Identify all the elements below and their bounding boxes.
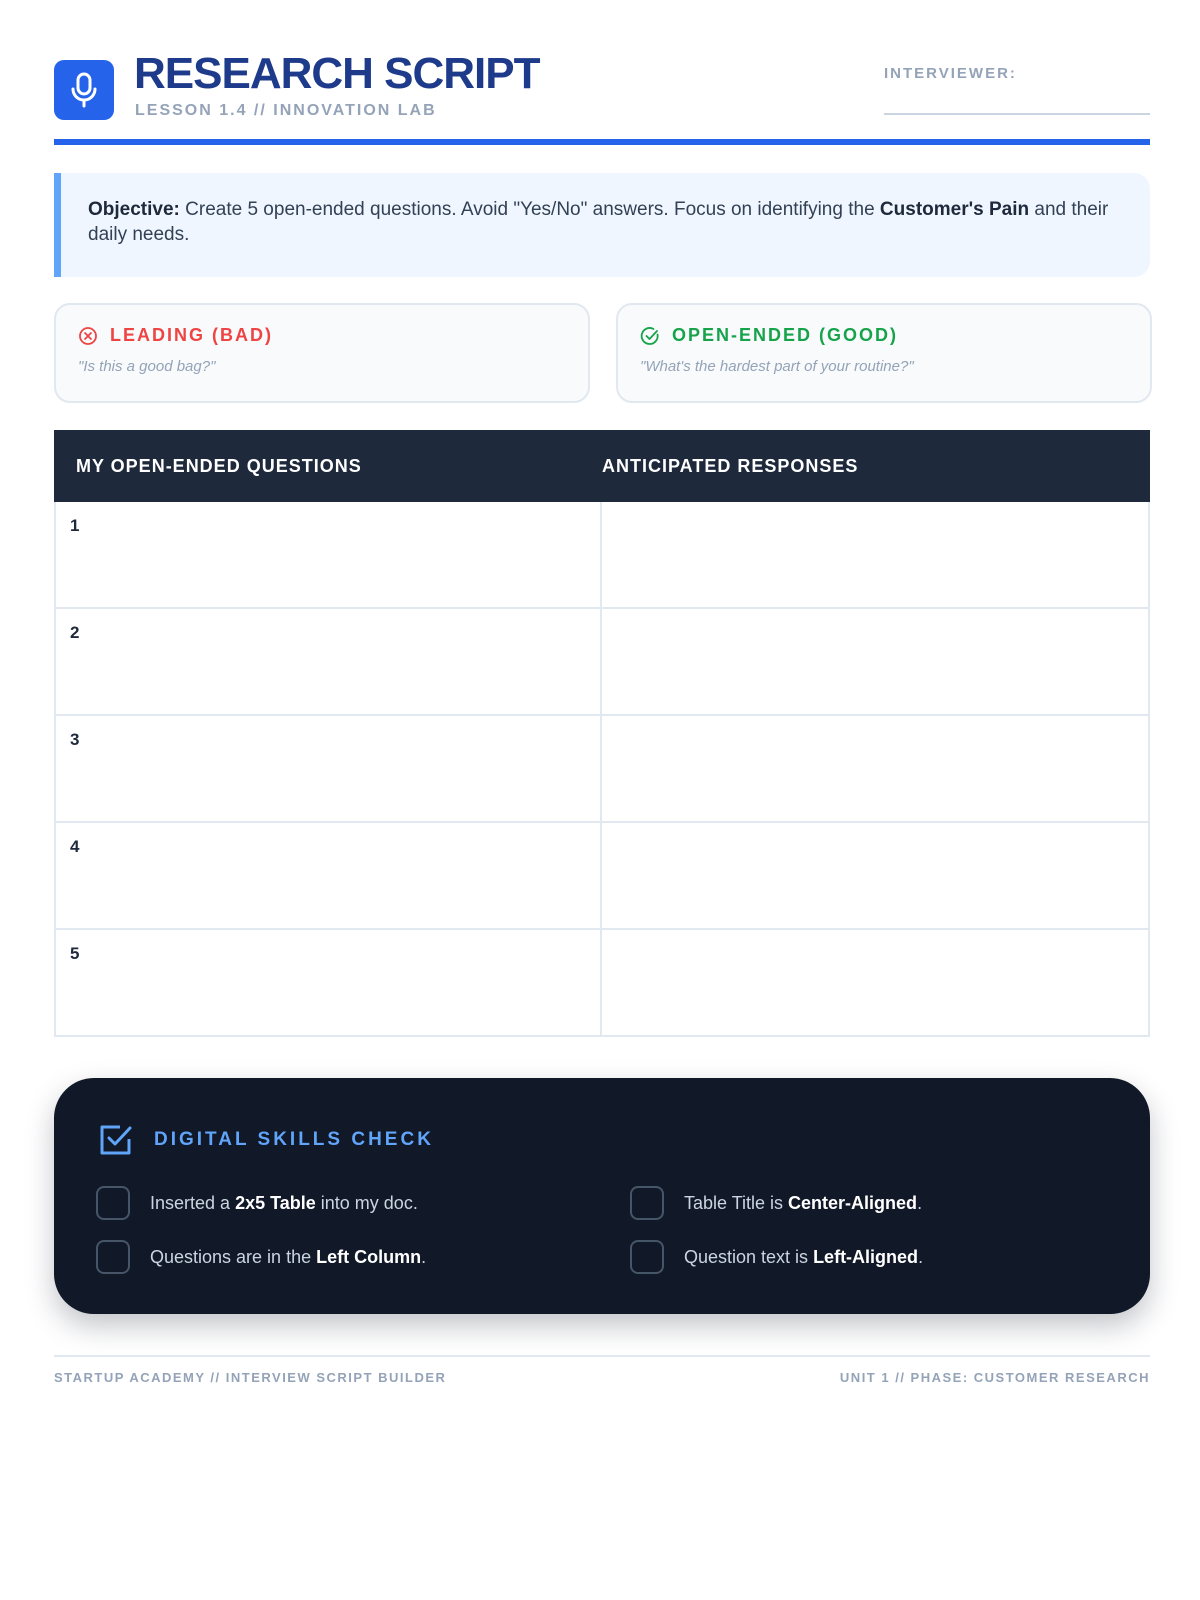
checklist-text: Questions are in the Left Column.: [150, 1246, 427, 1267]
bad-example-label: LEADING (BAD): [110, 325, 273, 345]
checklist-text: Question text is Left-Aligned.: [684, 1246, 924, 1267]
skills-check-title: DIGITAL SKILLS CHECK: [154, 1129, 434, 1150]
objective-text-2: and their daily needs.: [88, 199, 1109, 245]
skills-checklist-item[interactable]: [96, 1240, 426, 1274]
checkbox[interactable]: [96, 1240, 130, 1274]
logo: [54, 60, 114, 120]
footer-right: UNIT 1 // PHASE: CUSTOMER RESEARCH: [839, 1370, 1150, 1385]
objective-text-1: Create 5 open-ended questions. Avoid "Yes/No" answers. Focus on identifying the: [179, 199, 880, 220]
skills-checklist-item[interactable]: [630, 1186, 922, 1220]
table-header: [54, 430, 1150, 502]
skills-checklist-item[interactable]: [630, 1240, 923, 1274]
row-number: 3: [70, 730, 80, 749]
question-cell[interactable]: [56, 609, 602, 714]
interviewer-label: INTERVIEWER:: [884, 65, 1017, 82]
table-row: [54, 609, 1150, 716]
check-circle-icon: [640, 326, 660, 346]
response-cell[interactable]: [602, 502, 1148, 607]
responses-column-header: ANTICIPATED RESPONSES: [602, 455, 859, 476]
checkbox-checked-icon: [98, 1122, 134, 1158]
row-number: 5: [70, 944, 80, 963]
objective-label: Objective:: [88, 199, 180, 220]
page-header: [54, 50, 1150, 146]
question-cell[interactable]: [56, 716, 602, 821]
response-cell[interactable]: [602, 930, 1148, 1035]
skills-check-panel: [54, 1078, 1150, 1314]
microphone-icon: [68, 72, 100, 108]
table-row: [54, 716, 1150, 823]
footer-left: STARTUP ACADEMY // INTERVIEW SCRIPT BUILDER: [54, 1370, 447, 1385]
questions-table: [54, 430, 1150, 1037]
page-title: RESEARCH SCRIPT: [134, 49, 540, 98]
table-row: [54, 823, 1150, 930]
bad-example-quote: "Is this a good bag?": [78, 358, 216, 375]
questions-column-header: MY OPEN-ENDED QUESTIONS: [76, 455, 362, 476]
footer-divider: [54, 1355, 1150, 1357]
table-row: [54, 502, 1150, 609]
objective-callout: [54, 173, 1150, 277]
question-cell[interactable]: [56, 823, 602, 928]
response-cell[interactable]: [602, 716, 1148, 821]
interviewer-underline[interactable]: [884, 113, 1150, 115]
checkbox[interactable]: [96, 1186, 130, 1220]
checkbox[interactable]: [630, 1240, 664, 1274]
response-cell[interactable]: [602, 609, 1148, 714]
good-example-quote: "What's the hardest part of your routine?": [640, 358, 914, 375]
response-cell[interactable]: [602, 823, 1148, 928]
page-subtitle: LESSON 1.4 // INNOVATION LAB: [135, 102, 437, 119]
skills-checklist-item[interactable]: [96, 1186, 418, 1220]
question-cell[interactable]: [56, 930, 602, 1035]
x-circle-icon: [78, 326, 98, 346]
checkbox[interactable]: [630, 1186, 664, 1220]
row-number: 2: [70, 623, 80, 642]
checklist-text: Inserted a 2x5 Table into my doc.: [150, 1192, 418, 1213]
good-example-label: OPEN-ENDED (GOOD): [672, 325, 899, 345]
table-row: [54, 930, 1150, 1037]
objective-emphasis: Customer's Pain: [879, 199, 1030, 220]
bad-example-card: [54, 303, 590, 403]
row-number: 4: [70, 837, 80, 856]
good-example-card: [616, 303, 1152, 403]
checklist-text: Table Title is Center-Aligned.: [684, 1192, 923, 1213]
question-cell[interactable]: [56, 502, 602, 607]
interviewer-field[interactable]: [884, 65, 1150, 82]
header-divider: [54, 139, 1150, 145]
row-number: 1: [70, 516, 80, 535]
